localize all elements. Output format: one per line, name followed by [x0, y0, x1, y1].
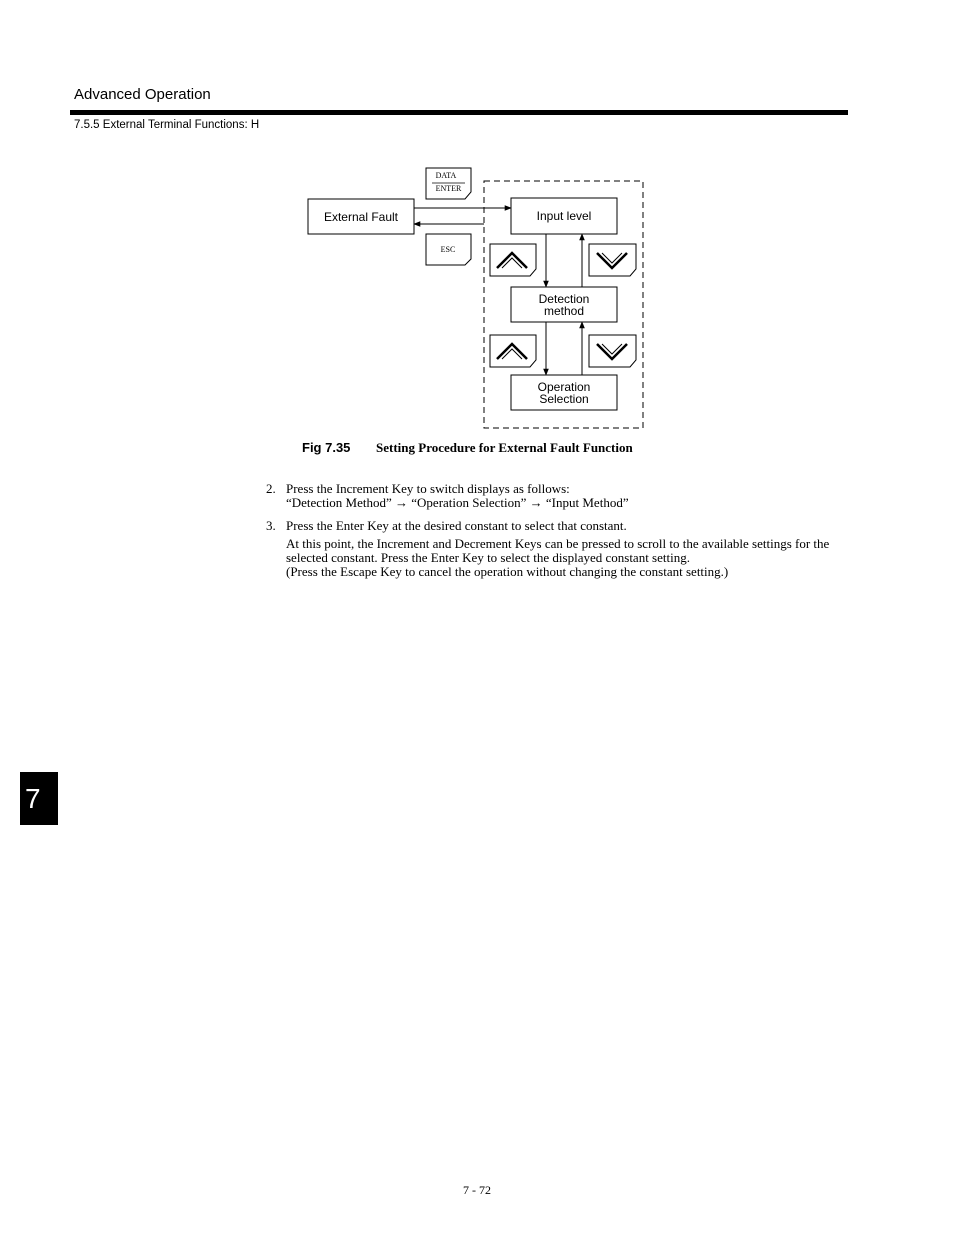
page-number: 7 - 72 [463, 1183, 491, 1197]
external-fault-label: External Fault [323, 209, 399, 224]
decrement-key-icon [589, 244, 636, 276]
detection-method-line1: Detection [538, 291, 590, 306]
step-number: 3. [266, 518, 276, 533]
increment-key-icon [490, 335, 536, 367]
decrement-key-icon [589, 335, 636, 367]
subsection-title: 7.5.5 External Terminal Functions: H [74, 119, 260, 131]
step-text: Press the Increment Key to switch displays as follows: [286, 481, 570, 496]
operation-selection-label [511, 375, 617, 410]
data-key-label: DATA [435, 171, 457, 180]
esc-key-label: ESC [440, 245, 456, 254]
increment-key-icon [490, 244, 536, 276]
figure-number: Fig 7.35 [302, 440, 351, 455]
section-title: Advanced Operation [74, 86, 211, 103]
step-text: At this point, the Increment and Decrement Keys can be pressed to scroll to the available settings for the selected constant. Press the Enter Key to select the displayed constant setting. [286, 536, 830, 565]
figure-title: Setting Procedure for External Fault Function [376, 440, 633, 455]
list-item [266, 482, 866, 510]
enter-key-label: ENTER [435, 184, 462, 193]
step-text: (Press the Escape Key to cancel the operation without changing the constant setting.) [286, 564, 729, 579]
detection-method-label [511, 287, 617, 322]
list-item [266, 519, 866, 579]
input-level-label: Input level [536, 209, 592, 223]
step-text: Press the Enter Key at the desired constant to select that constant. [286, 518, 627, 533]
detection-method-line2: method [543, 303, 585, 318]
step-list [266, 482, 866, 588]
step-number: 2. [266, 481, 276, 496]
chapter-tab: 7 [20, 772, 58, 825]
operation-selection-line2: Selection [539, 391, 589, 406]
operation-selection-line1: Operation [537, 379, 591, 394]
step-text: “Detection Method” → “Operation Selection” → “Input Method” [286, 495, 629, 510]
